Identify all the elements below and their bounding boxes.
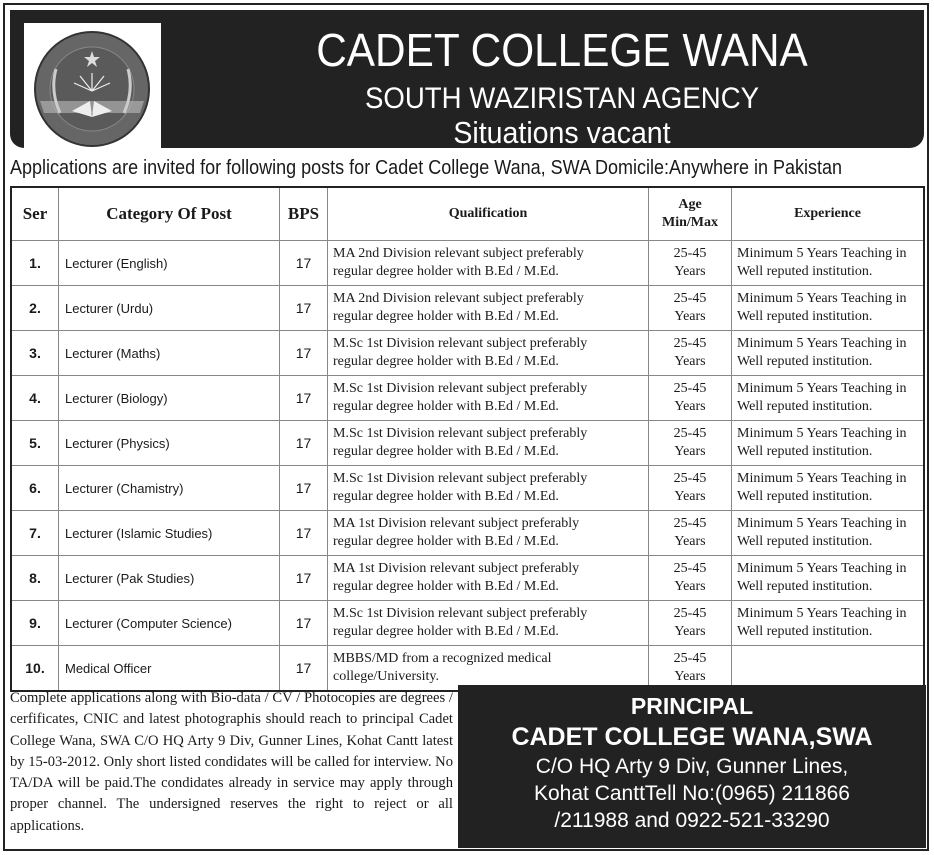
age-range: 25-45	[673, 426, 707, 441]
cell-age	[649, 556, 732, 601]
cell-experience	[732, 601, 925, 646]
exp-line1: Minimum 5 Years Teaching in	[737, 426, 907, 441]
cell-bps: 17	[280, 376, 328, 421]
header-age-line1: Age	[678, 197, 702, 212]
qual-line2: regular degree holder with B.Ed / M.Ed.	[333, 444, 559, 459]
cell-age	[649, 376, 732, 421]
exp-line1: Minimum 5 Years Teaching in	[737, 606, 907, 621]
qual-line2: regular degree holder with B.Ed / M.Ed.	[333, 534, 559, 549]
table-row	[11, 466, 924, 511]
table-row	[11, 421, 924, 466]
qual-line1: MA 2nd Division relevant subject preferably	[333, 246, 584, 261]
cell-qualification	[328, 241, 649, 286]
cell-ser: 3.	[11, 331, 59, 376]
age-unit: Years	[674, 669, 706, 684]
exp-line2: Well reputed institution.	[737, 579, 873, 594]
contact-box	[458, 685, 926, 848]
intro-text: Applications are invited for following posts for Cadet College Wana, SWA Domicile:Anywhere in Pakistan	[10, 157, 843, 179]
cell-ser: 4.	[11, 376, 59, 421]
cell-ser: 9.	[11, 601, 59, 646]
college-title: CADET COLLEGE WANA	[316, 24, 808, 76]
table-row	[11, 286, 924, 331]
cell-ser: 7.	[11, 511, 59, 556]
qual-line1: MA 2nd Division relevant subject preferably	[333, 291, 584, 306]
cell-category: Lecturer (Computer Science)	[59, 601, 280, 646]
cell-category: Lecturer (Pak Studies)	[59, 556, 280, 601]
age-unit: Years	[674, 534, 706, 549]
cell-age	[649, 241, 732, 286]
exp-line2: Well reputed institution.	[737, 264, 873, 279]
contact-phone: Kohat CanttTell No:(0965) 211866	[534, 782, 850, 805]
qual-line2: regular degree holder with B.Ed / M.Ed.	[333, 489, 559, 504]
age-unit: Years	[674, 579, 706, 594]
cell-age	[649, 421, 732, 466]
table-row	[11, 241, 924, 286]
cell-experience	[732, 376, 925, 421]
exp-line1: Minimum 5 Years Teaching in	[737, 336, 907, 351]
qual-line1: MBBS/MD from a recognized medical	[333, 651, 552, 666]
cell-category: Lecturer (Biology)	[59, 376, 280, 421]
exp-line1: Minimum 5 Years Teaching in	[737, 246, 907, 261]
cell-bps: 17	[280, 511, 328, 556]
cell-age	[649, 331, 732, 376]
exp-line2: Well reputed institution.	[737, 399, 873, 414]
exp-line1: Minimum 5 Years Teaching in	[737, 291, 907, 306]
posts-table	[10, 186, 925, 692]
age-range: 25-45	[673, 471, 707, 486]
cell-bps: 17	[280, 286, 328, 331]
age-unit: Years	[674, 399, 706, 414]
cell-experience	[732, 286, 925, 331]
cell-bps: 17	[280, 646, 328, 692]
exp-line2: Well reputed institution.	[737, 309, 873, 324]
cell-category: Lecturer (Physics)	[59, 421, 280, 466]
cell-ser: 5.	[11, 421, 59, 466]
cell-age	[649, 511, 732, 556]
cell-bps: 17	[280, 556, 328, 601]
cell-ser: 1.	[11, 241, 59, 286]
header-qualification: Qualification	[328, 187, 649, 241]
header-ser: Ser	[11, 187, 59, 241]
header-age	[649, 187, 732, 241]
cell-age	[649, 466, 732, 511]
cell-bps: 17	[280, 421, 328, 466]
age-unit: Years	[674, 489, 706, 504]
cell-qualification	[328, 421, 649, 466]
cell-ser: 6.	[11, 466, 59, 511]
header-experience: Experience	[732, 187, 925, 241]
contact-title: PRINCIPAL	[630, 693, 754, 719]
cell-qualification	[328, 286, 649, 331]
age-range: 25-45	[673, 246, 707, 261]
qual-line1: MA 1st Division relevant subject preferably	[333, 516, 580, 531]
cell-age	[649, 286, 732, 331]
qual-line1: M.Sc 1st Division relevant subject preferably	[333, 471, 588, 486]
college-emblem-icon	[32, 29, 153, 148]
cell-bps: 17	[280, 466, 328, 511]
exp-line2: Well reputed institution.	[737, 354, 873, 369]
qual-line2: regular degree holder with B.Ed / M.Ed.	[333, 579, 559, 594]
exp-line1: Minimum 5 Years Teaching in	[737, 381, 907, 396]
age-unit: Years	[674, 309, 706, 324]
table-row	[11, 556, 924, 601]
table-row	[11, 601, 924, 646]
cell-bps: 17	[280, 331, 328, 376]
cell-qualification	[328, 511, 649, 556]
cell-ser: 2.	[11, 286, 59, 331]
table-row	[11, 376, 924, 421]
cell-category: Lecturer (Islamic Studies)	[59, 511, 280, 556]
exp-line1: Minimum 5 Years Teaching in	[737, 471, 907, 486]
header-banner	[10, 10, 924, 148]
exp-line1: Minimum 5 Years Teaching in	[737, 561, 907, 576]
age-unit: Years	[674, 624, 706, 639]
contact-address: C/O HQ Arty 9 Div, Gunner Lines,	[535, 755, 849, 778]
age-range: 25-45	[673, 381, 707, 396]
table-row	[11, 331, 924, 376]
cell-experience	[732, 466, 925, 511]
age-unit: Years	[674, 264, 706, 279]
qual-line1: MA 1st Division relevant subject preferably	[333, 561, 580, 576]
agency-subtitle: SOUTH WAZIRISTAN AGENCY	[364, 82, 760, 115]
cell-category: Lecturer (English)	[59, 241, 280, 286]
cell-ser: 8.	[11, 556, 59, 601]
age-range: 25-45	[673, 561, 707, 576]
cell-experience	[732, 331, 925, 376]
cell-bps: 17	[280, 601, 328, 646]
cell-category: Lecturer (Chamistry)	[59, 466, 280, 511]
exp-line2: Well reputed institution.	[737, 444, 873, 459]
cell-category: Lecturer (Urdu)	[59, 286, 280, 331]
header-bps: BPS	[280, 187, 328, 241]
table-header-row	[11, 187, 924, 241]
cell-bps: 17	[280, 241, 328, 286]
cell-qualification	[328, 331, 649, 376]
exp-line2: Well reputed institution.	[737, 534, 873, 549]
cell-experience	[732, 511, 925, 556]
qual-line2: regular degree holder with B.Ed / M.Ed.	[333, 354, 559, 369]
qual-line1: M.Sc 1st Division relevant subject preferably	[333, 336, 588, 351]
qual-line2: regular degree holder with B.Ed / M.Ed.	[333, 309, 559, 324]
cell-category: Medical Officer	[59, 646, 280, 692]
qual-line1: M.Sc 1st Division relevant subject preferably	[333, 606, 588, 621]
header-age-line2: Min/Max	[662, 215, 718, 230]
exp-line2: Well reputed institution.	[737, 624, 873, 639]
cell-qualification	[328, 466, 649, 511]
cell-age	[649, 601, 732, 646]
contact-college: CADET COLLEGE WANA,SWA	[511, 723, 873, 751]
age-range: 25-45	[673, 291, 707, 306]
age-unit: Years	[674, 444, 706, 459]
qual-line1: M.Sc 1st Division relevant subject preferably	[333, 381, 588, 396]
situations-vacant-heading: Situations vacant	[453, 115, 671, 150]
cell-category: Lecturer (Maths)	[59, 331, 280, 376]
qual-line2: regular degree holder with B.Ed / M.Ed.	[333, 399, 559, 414]
cell-experience	[732, 556, 925, 601]
qual-line2: regular degree holder with B.Ed / M.Ed.	[333, 624, 559, 639]
age-range: 25-45	[673, 516, 707, 531]
qual-line2: regular degree holder with B.Ed / M.Ed.	[333, 264, 559, 279]
header-category: Category Of Post	[59, 187, 280, 241]
cell-experience	[732, 241, 925, 286]
age-range: 25-45	[673, 651, 707, 666]
cell-qualification	[328, 601, 649, 646]
qual-line2: college/University.	[333, 669, 440, 684]
instructions-paragraph: Complete applications along with Bio-data / CV / Photocopies are degrees / cerfificates, CNIC and latest photographis should reach to principal Cadet College Wana, SWA C/O HQ Arty 9 Div, Gunner Lines, Kohat Cantt latest by 15-03-2012. Only short listed condidates will be called for interview. No TA/DA will be paid.The condidates already in service may apply through proper channel. The undersigned reserves the right to reject or all applications.	[10, 690, 453, 834]
table-row	[11, 511, 924, 556]
age-range: 25-45	[673, 336, 707, 351]
cell-qualification	[328, 556, 649, 601]
cell-ser: 10.	[11, 646, 59, 692]
contact-phone-more: /211988 and 0922-521-33290	[554, 809, 830, 832]
logo-box	[24, 23, 161, 154]
age-range: 25-45	[673, 606, 707, 621]
cell-qualification	[328, 376, 649, 421]
exp-line1: Minimum 5 Years Teaching in	[737, 516, 907, 531]
exp-line2: Well reputed institution.	[737, 489, 873, 504]
cell-experience	[732, 421, 925, 466]
qual-line1: M.Sc 1st Division relevant subject preferably	[333, 426, 588, 441]
age-unit: Years	[674, 354, 706, 369]
